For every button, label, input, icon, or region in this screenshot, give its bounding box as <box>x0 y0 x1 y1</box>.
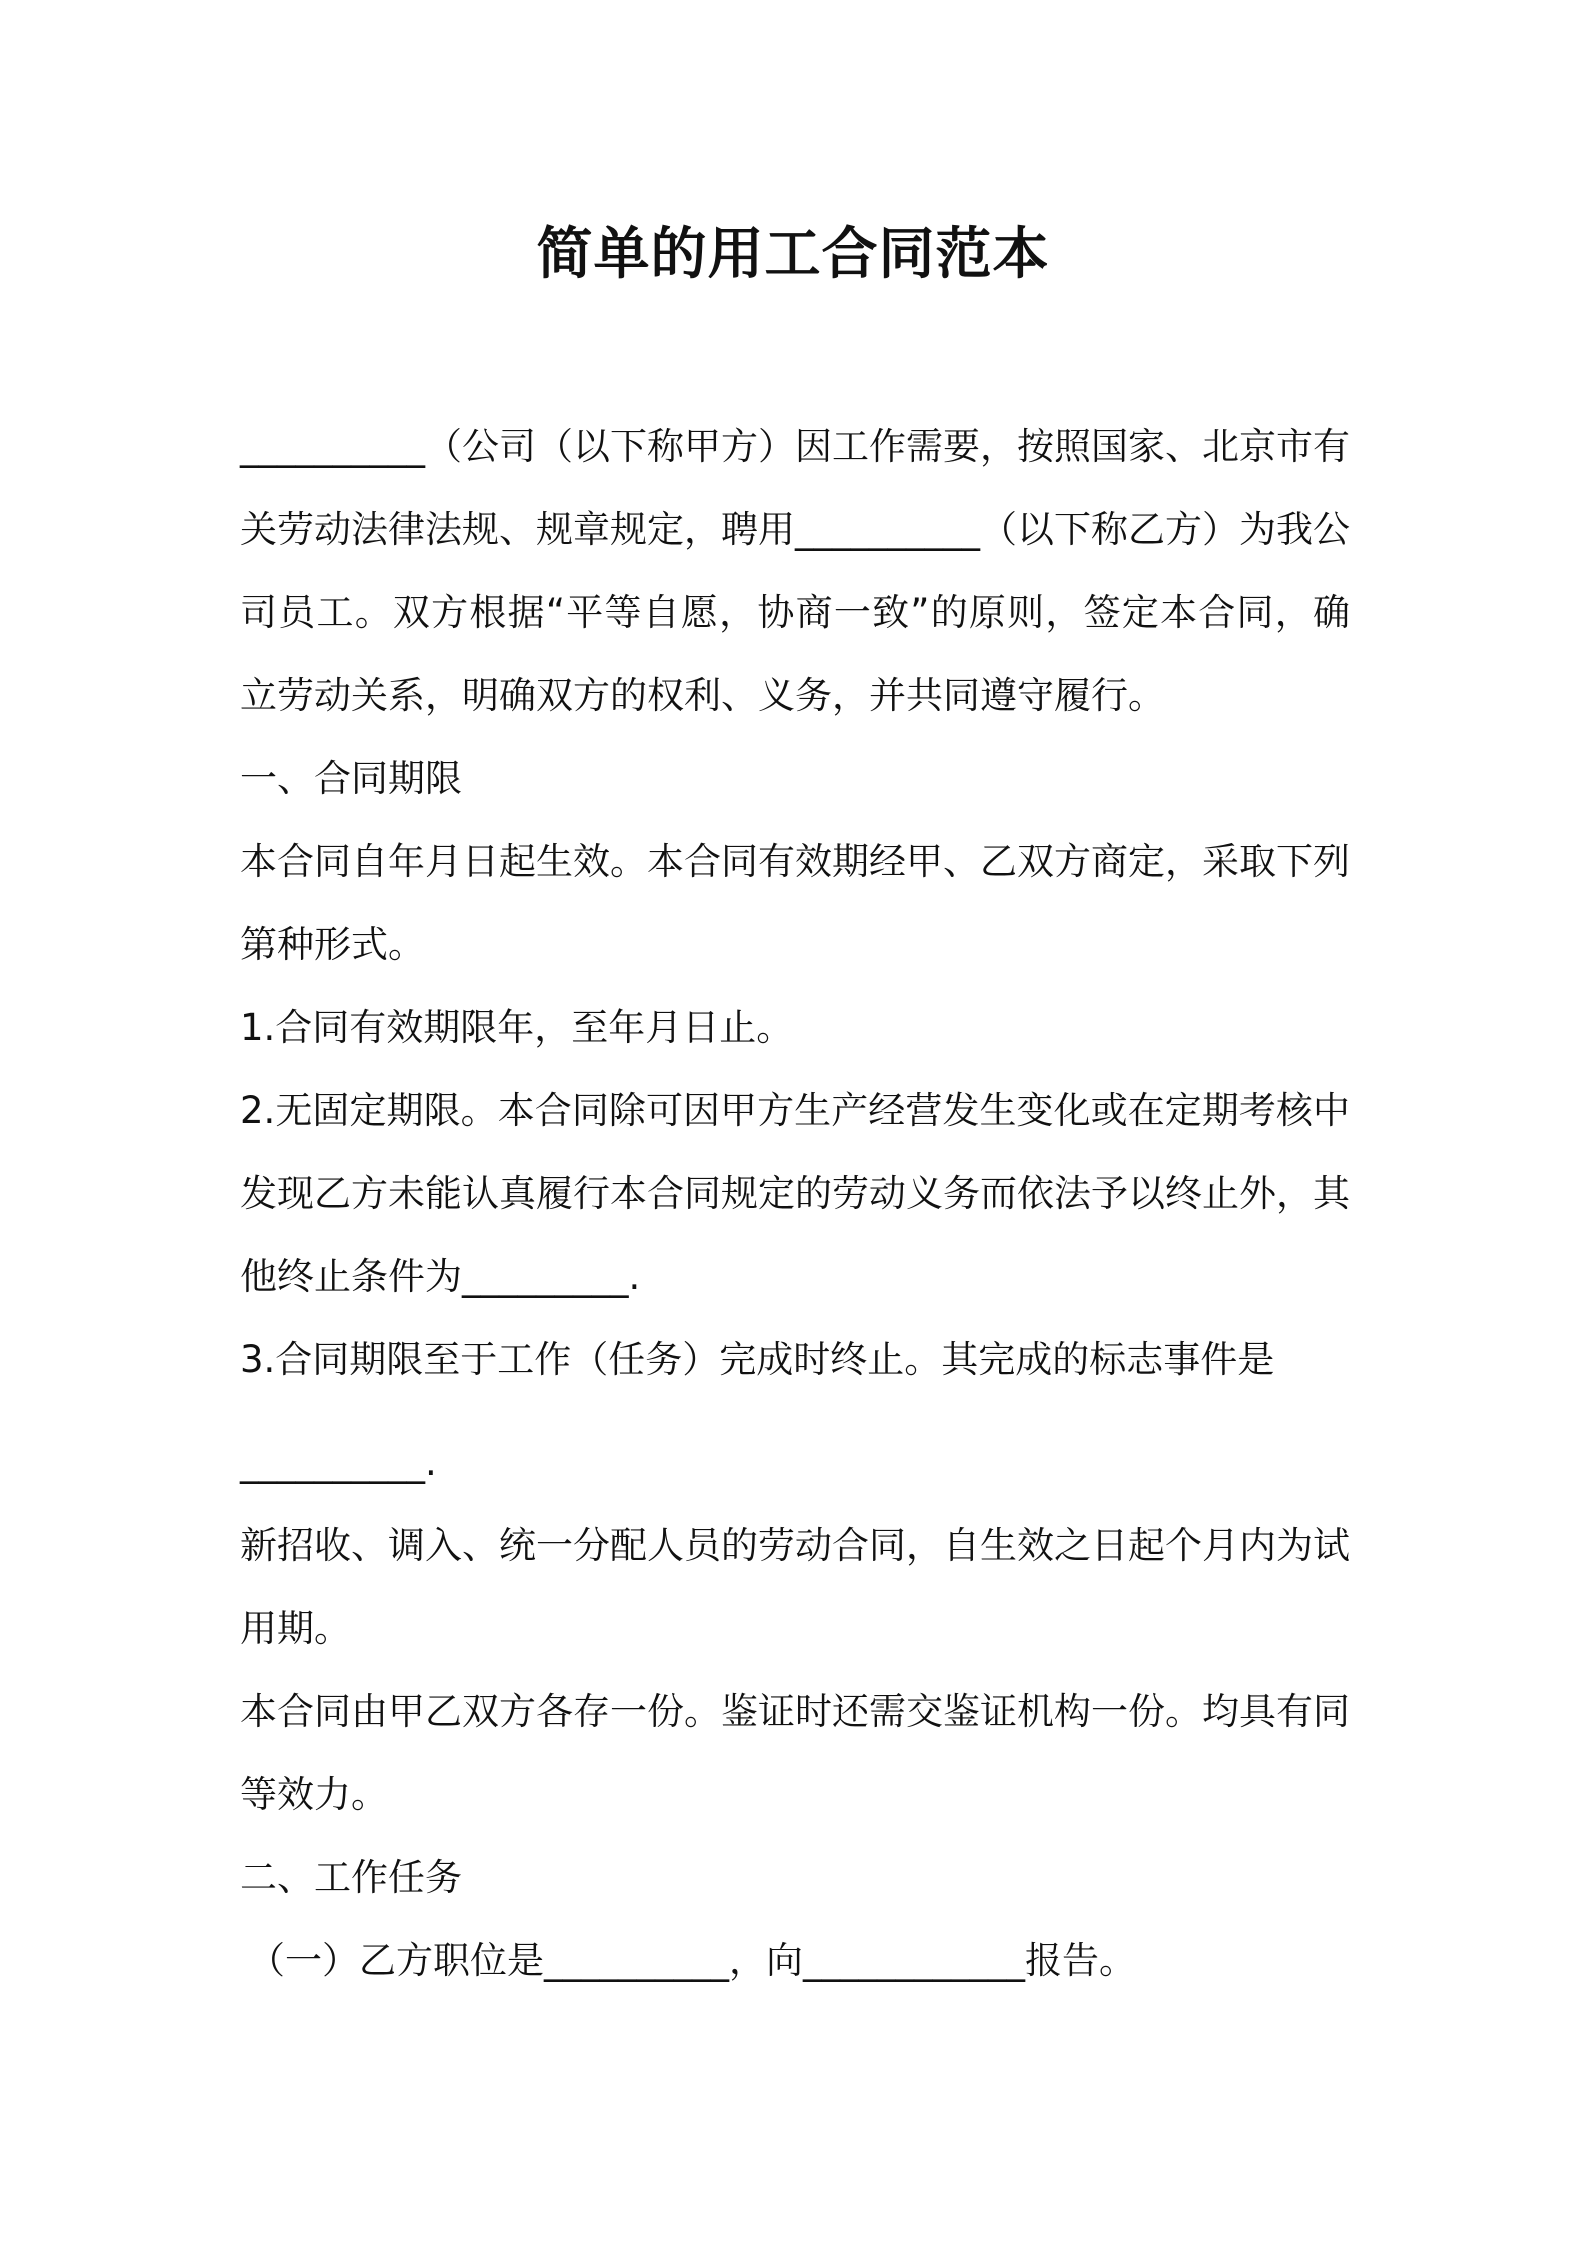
paragraph-term-option-3-blank: __________. <box>240 1441 437 1484</box>
document-body <box>240 405 1350 2002</box>
paragraph-term-option-2: 2.无固定期限。本合同除可因甲方生产经营发生变化或在定期考核中发现乙方未能认真履行本合同规定的劳动义务而依法予以终止外，其他终止条件为_________. <box>240 1089 1350 1298</box>
paragraph-term-option-1: 1.合同有效期限年，至年月日止。 <box>240 1006 794 1049</box>
paragraph-term-option-3: 3.合同期限至于工作（任务）完成时终止。其完成的标志事件是 <box>240 1338 1275 1381</box>
paragraph-probation: 新招收、调入、统一分配人员的劳动合同，自生效之日起个月内为试用期。 <box>240 1524 1350 1650</box>
intro-paragraph: __________（公司（以下称甲方）因工作需要，按照国家、北京市有关劳动法律法规、规章规定，聘用__________（以下称乙方）为我公司员工。双方根据“平等自愿，协商一致”的原则，签定本合同，确立劳动关系，明确双方的权利、义务，并共同遵守履行。 <box>240 425 1350 717</box>
section-heading-work-tasks: 二、工作任务 <box>240 1856 462 1899</box>
section-heading-contract-term: 一、合同期限 <box>240 757 462 800</box>
document-title: 简单的用工合同范本 <box>536 222 1050 287</box>
paragraph-position: （一）乙方职位是__________，向____________报告。 <box>248 1939 1136 1982</box>
paragraph-copies: 本合同由甲乙双方各存一份。鉴证时还需交鉴证机构一份。均具有同等效力。 <box>240 1690 1350 1816</box>
paragraph-effective-date: 本合同自年月日起生效。本合同有效期经甲、乙双方商定，采取下列第种形式。 <box>240 840 1350 966</box>
